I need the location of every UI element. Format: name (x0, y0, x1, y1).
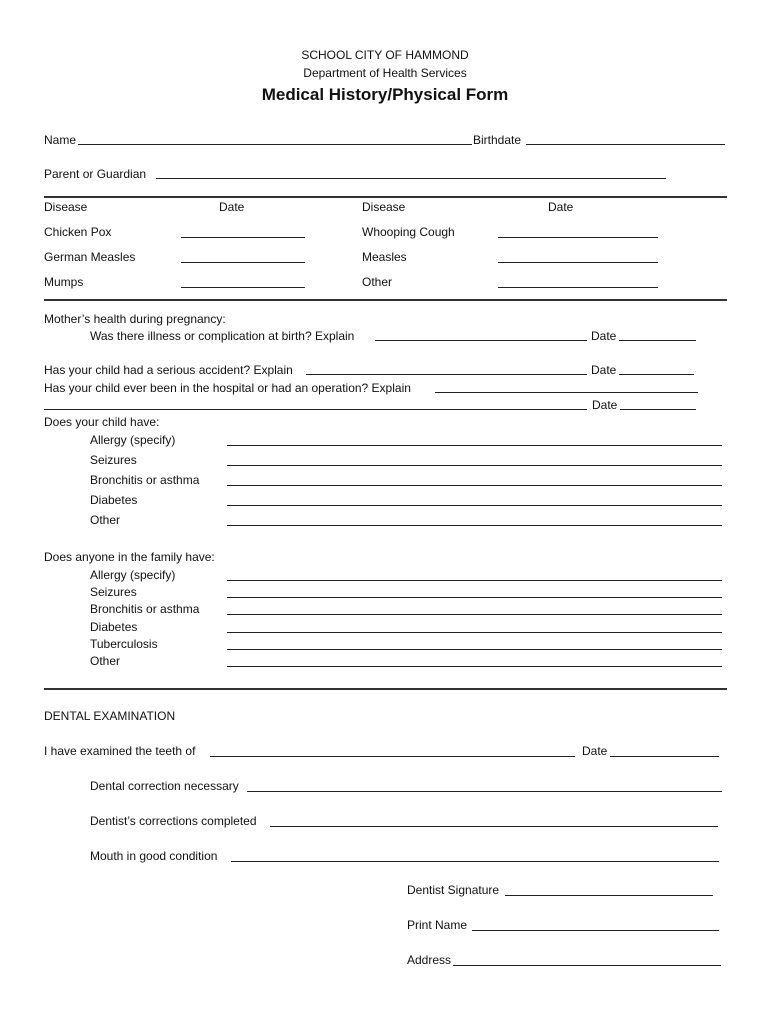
child-diabetes-label: Diabetes (90, 493, 138, 507)
birth-date-field[interactable] (619, 340, 696, 341)
mother-health-label: Mother’s health during pregnancy: (44, 312, 226, 326)
child-other-label: Other (90, 513, 121, 527)
family-seizures-field[interactable] (227, 597, 722, 598)
date-column-header-right: Date (548, 200, 574, 214)
section-divider (44, 299, 727, 301)
date-column-header: Date (219, 200, 245, 214)
accident-field[interactable] (306, 374, 587, 375)
hospital-label: Has your child ever been in the hospital or had an operation? Explain (44, 381, 411, 395)
dentist-signature-field[interactable] (505, 895, 713, 896)
birthdate-field[interactable] (526, 144, 725, 145)
disease-column-header-right: Disease (362, 200, 406, 214)
birth-complication-field[interactable] (375, 340, 587, 341)
chicken-pox-date-field[interactable] (181, 237, 305, 238)
disease-whooping-cough: Whooping Cough (362, 225, 455, 239)
accident-date-label: Date (591, 363, 617, 377)
dental-date-label: Date (582, 744, 608, 758)
family-other-label: Other (90, 654, 121, 668)
child-seizures-label: Seizures (90, 453, 137, 467)
child-bronchitis-field[interactable] (227, 485, 722, 486)
child-other-field[interactable] (227, 525, 722, 526)
whooping-cough-date-field[interactable] (498, 237, 658, 238)
family-diabetes-label: Diabetes (90, 620, 138, 634)
family-bronchitis-field[interactable] (227, 614, 722, 615)
guardian-label: Parent or Guardian (44, 167, 147, 181)
child-bronchitis-label: Bronchitis or asthma (90, 473, 200, 487)
name-field[interactable] (78, 144, 472, 145)
family-seizures-label: Seizures (90, 585, 137, 599)
german-measles-date-field[interactable] (181, 262, 305, 263)
child-diabetes-field[interactable] (227, 505, 722, 506)
corrections-completed-label: Dentist’s corrections completed (90, 814, 257, 828)
good-condition-field[interactable] (231, 861, 719, 862)
dental-heading: DENTAL EXAMINATION (44, 709, 176, 723)
family-other-field[interactable] (227, 666, 722, 667)
family-tuberculosis-field[interactable] (227, 649, 722, 650)
child-conditions-heading: Does your child have: (44, 415, 160, 429)
family-allergy-field[interactable] (227, 580, 722, 581)
address-label: Address (407, 953, 452, 967)
birthdate-label: Birthdate (473, 133, 522, 147)
child-allergy-field[interactable] (227, 445, 722, 446)
dental-date-field[interactable] (610, 756, 719, 757)
hospital-field-continued[interactable] (44, 409, 587, 410)
department-name: Department of Health Services (303, 66, 467, 80)
family-conditions-heading: Does anyone in the family have: (44, 550, 215, 564)
birth-date-label: Date (591, 329, 617, 343)
disease-chicken-pox: Chicken Pox (44, 225, 112, 239)
corrections-completed-field[interactable] (270, 826, 718, 827)
accident-date-field[interactable] (619, 374, 694, 375)
other-disease-date-field[interactable] (498, 287, 658, 288)
hospital-date-label: Date (592, 398, 618, 412)
family-diabetes-field[interactable] (227, 632, 722, 633)
dentist-signature-label: Dentist Signature (407, 883, 500, 897)
accident-label: Has your child had a serious accident? Explain (44, 363, 293, 377)
guardian-field[interactable] (156, 178, 666, 179)
child-allergy-label: Allergy (specify) (90, 433, 176, 447)
disease-mumps: Mumps (44, 275, 84, 289)
correction-necessary-field[interactable] (247, 791, 722, 792)
family-tuberculosis-label: Tuberculosis (90, 637, 158, 651)
print-name-label: Print Name (407, 918, 468, 932)
disease-measles: Measles (362, 250, 407, 264)
section-divider (44, 196, 727, 198)
family-allergy-label: Allergy (specify) (90, 568, 176, 582)
family-bronchitis-label: Bronchitis or asthma (90, 602, 200, 616)
disease-column-header: Disease (44, 200, 88, 214)
good-condition-label: Mouth in good condition (90, 849, 218, 863)
print-name-field[interactable] (472, 930, 719, 931)
measles-date-field[interactable] (498, 262, 658, 263)
disease-other: Other (362, 275, 393, 289)
child-seizures-field[interactable] (227, 465, 722, 466)
examined-teeth-label: I have examined the teeth of (44, 744, 196, 758)
birth-complication-label: Was there illness or complication at birth? Explain (90, 329, 355, 343)
mumps-date-field[interactable] (181, 287, 305, 288)
form-title: Medical History/Physical Form (261, 85, 509, 104)
correction-necessary-label: Dental correction necessary (90, 779, 239, 793)
section-divider (44, 688, 727, 690)
examined-teeth-field[interactable] (210, 756, 575, 757)
disease-german-measles: German Measles (44, 250, 136, 264)
organization-name: SCHOOL CITY OF HAMMOND (301, 48, 469, 62)
address-field[interactable] (453, 965, 721, 966)
name-label: Name (44, 133, 77, 147)
hospital-field[interactable] (435, 392, 698, 393)
hospital-date-field[interactable] (620, 409, 696, 410)
